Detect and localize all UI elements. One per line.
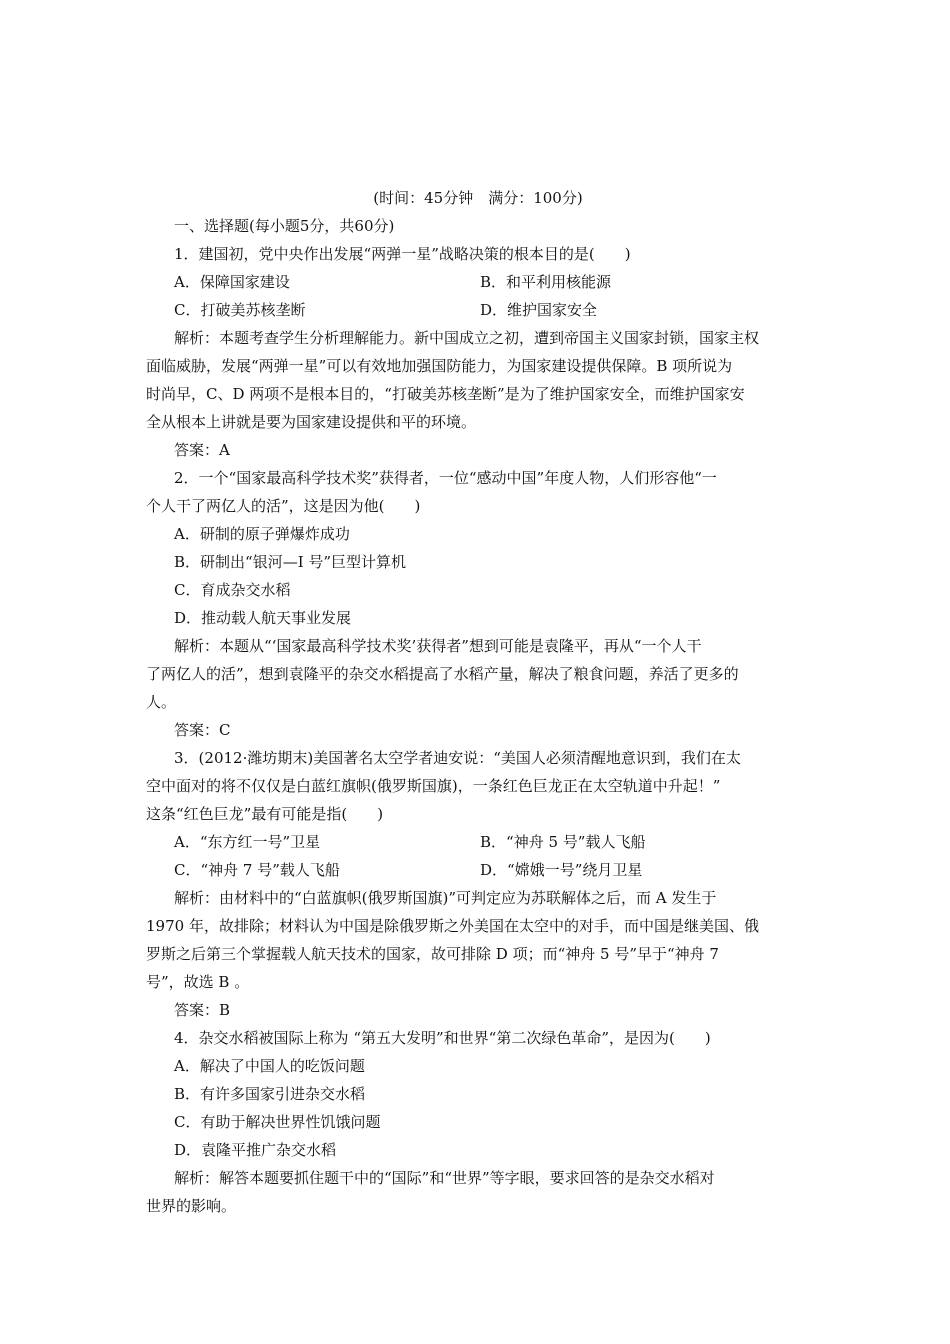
q2-option-c: C．育成杂交水稻	[174, 581, 291, 599]
q3-option-d: D．“嫦娥一号”绕月卫星	[480, 861, 643, 879]
q3-option-b: B．“神舟 5 号”载人飞船	[480, 833, 646, 851]
q3-option-c: C．“神舟 7 号”载人飞船	[174, 861, 340, 879]
q4-analysis-line: 世界的影响。	[146, 1197, 237, 1215]
q2-stem: 个人干了两亿人的活”，这是因为他( )	[146, 497, 421, 515]
q1-analysis-line: 全从根本上讲就是要为国家建设提供和平的环境。	[146, 413, 477, 431]
q2-option-b: B．研制出“银河—Ⅰ 号”巨型计算机	[174, 553, 407, 571]
q1-option-d: D．维护国家安全	[480, 301, 598, 319]
q3-stem: 空中面对的将不仅仅是白蓝红旗帜(俄罗斯国旗)，一条红色巨龙正在太空轨道中升起！”	[146, 777, 721, 795]
q4-option-c: C．有助于解决世界性饥饿问题	[174, 1113, 381, 1131]
q2-analysis-line: 了两亿人的活”，想到袁隆平的杂交水稻提高了水稻产量，解决了粮食问题，养活了更多的	[146, 665, 739, 683]
q4-analysis-line: 解析：解答本题要抓住题干中的“国际”和“世界”等字眼，要求回答的是杂交水稻对	[174, 1169, 715, 1187]
q1-analysis-line: 面临威胁，发展“两弹一星”可以有效地加强国防能力，为国家建设提供保障。B 项所说为	[146, 357, 733, 375]
q4-option-a: A．解决了中国人的吃饭问题	[174, 1057, 365, 1075]
q2-answer: 答案：C	[174, 721, 231, 739]
q3-analysis-line: 解析：由材料中的“白蓝旗帜(俄罗斯国旗)”可判定应为苏联解体之后，而 A 发生于	[174, 889, 717, 907]
q1-option-c: C．打破美苏核垄断	[174, 301, 306, 319]
q4-option-d: D．袁隆平推广杂交水稻	[174, 1141, 337, 1159]
q1-option-a: A．保障国家建设	[174, 273, 290, 291]
q2-stem: 2．一个“国家最高科学技术奖”获得者，一位“感动中国”年度人物，人们形容他“一	[174, 469, 717, 487]
q2-analysis-line: 人。	[146, 693, 177, 711]
q1-analysis-line: 时尚早，C、D 两项不是根本目的，“打破美苏核垄断”是为了维护国家安全，而维护国家安	[146, 385, 745, 403]
q3-analysis-line: 罗斯之后第三个掌握载人航天技术的国家，故可排除 D 项；而“神舟 5 号”早于“神舟 7	[146, 945, 719, 963]
q2-analysis-line: 解析：本题从“‘国家最高科学技术奖’获得者”想到可能是袁隆平，再从“一个人干	[174, 637, 702, 655]
q4-stem: 4．杂交水稻被国际上称为 “第五大发明”和世界“第二次绿色革命”，是因为( )	[174, 1029, 711, 1047]
q3-answer: 答案：B	[174, 1001, 231, 1019]
q2-option-a: A．研制的原子弹爆炸成功	[174, 525, 350, 543]
time-limit: (时间：45分钟 满分：100分)	[373, 189, 583, 207]
section-title: 一、选择题(每小题5分，共60分)	[174, 217, 395, 235]
q3-option-a: A．“东方红一号”卫星	[174, 833, 321, 851]
q3-stem: 这条“红色巨龙”最有可能是指( )	[146, 805, 384, 823]
q1-stem: 1．建国初，党中央作出发展“两弹一星”战略决策的根本目的是( )	[174, 245, 631, 263]
q1-analysis-line: 解析：本题考查学生分析理解能力。新中国成立之初，遭到帝国主义国家封锁，国家主权	[174, 329, 760, 347]
q1-answer: 答案：A	[174, 441, 230, 459]
q3-analysis-line: 1970 年，故排除；材料认为中国是除俄罗斯之外美国在太空中的对手，而中国是继美国、俄	[146, 917, 759, 935]
q4-option-b: B．有许多国家引进杂交水稻	[174, 1085, 366, 1103]
q1-option-b: B．和平利用核能源	[480, 273, 612, 291]
q3-analysis-line: 号”，故选 B 。	[146, 973, 250, 991]
q2-option-d: D．推动载人航天事业发展	[174, 609, 352, 627]
q3-stem: 3．(2012·潍坊期末)美国著名太空学者迪安说：“美国人必须清醒地意识到，我们在太	[174, 749, 741, 767]
